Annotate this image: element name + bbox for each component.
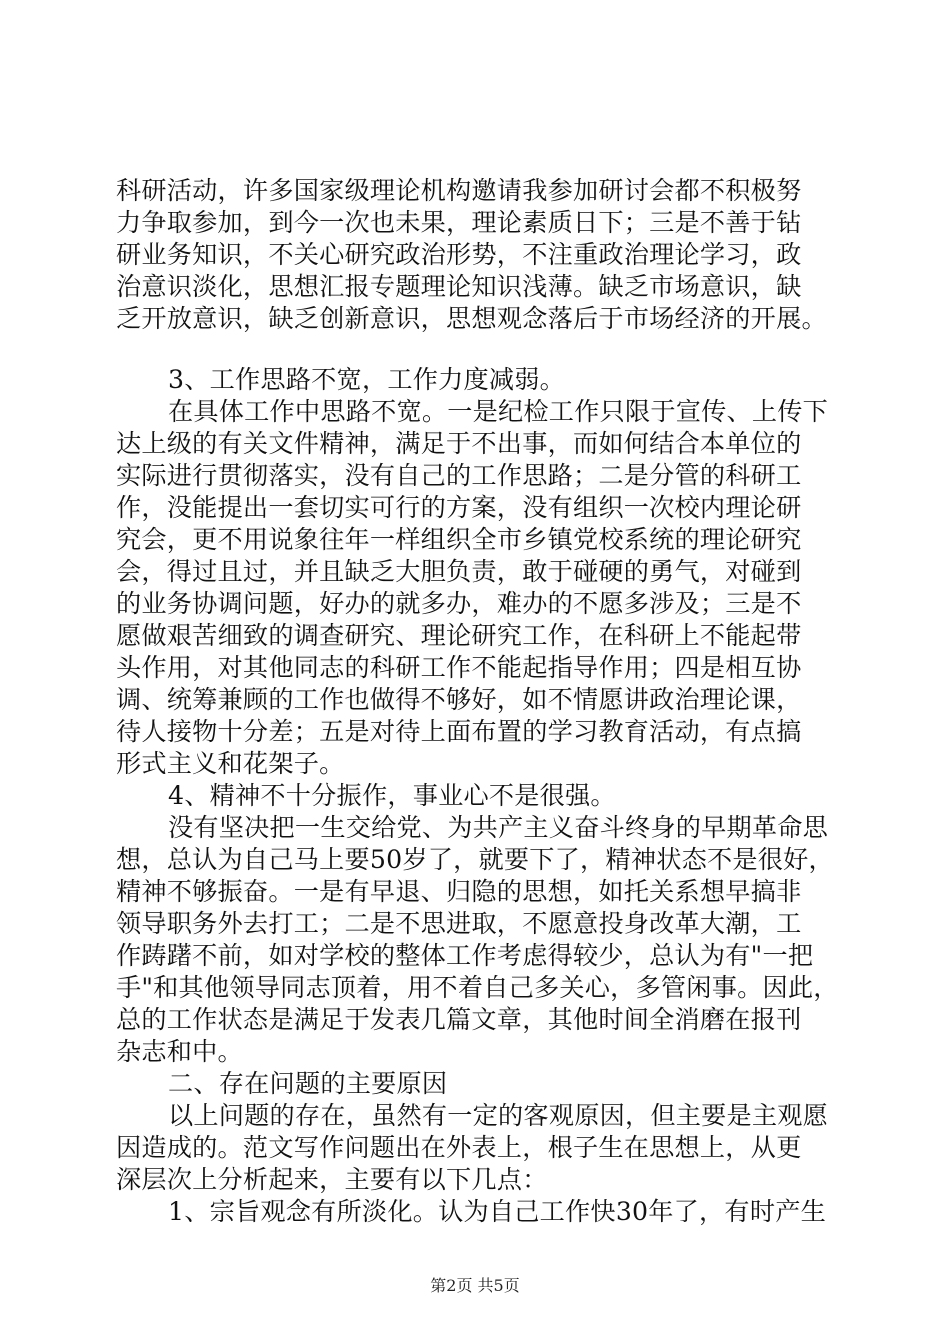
text-line: 想，总认为自己马上要50岁了，就要下了，精神状态不是很好， <box>116 845 834 874</box>
text-line: 会，得过且过，并且缺乏大胆负责，敢于碰硬的勇气，对碰到 <box>116 557 802 586</box>
text-line: 总的工作状态是满足于发表几篇文章，其他时间全消磨在报刊 <box>116 1005 802 1034</box>
text-line: 愿做艰苦细致的调查研究、理论研究工作，在科研上不能起带 <box>116 621 802 650</box>
text-line: 达上级的有关文件精神，满足于不出事，而如何结合本单位的 <box>116 429 802 458</box>
text-line: 研业务知识，不关心研究政治形势，不注重政治理论学习，政 <box>116 240 802 269</box>
text-line: 究会，更不用说象往年一样组织全市乡镇党校系统的理论研究 <box>116 525 802 554</box>
text-line: 因造成的。范文写作问题出在外表上，根子生在思想上，从更 <box>116 1133 802 1162</box>
text-line: 的业务协调问题，好办的就多办，难办的不愿多涉及；三是不 <box>116 589 802 618</box>
text-line: 精神不够振奋。一是有早退、归隐的思想，如托关系想早搞非 <box>116 877 802 906</box>
text-line: 形式主义和花架子。 <box>116 749 345 778</box>
text-line: 杂志和中。 <box>116 1037 243 1066</box>
text-line: 1、宗旨观念有所淡化。认为自己工作快30年了，有时产生 <box>168 1197 826 1226</box>
text-line: 领导职务外去打工；二是不思进取，不愿意投身改革大潮，工 <box>116 909 802 938</box>
page-number-footer: 第2页 共5页 <box>430 1276 520 1295</box>
text-line: 实际进行贯彻落实，没有自己的工作思路；二是分管的科研工 <box>116 461 802 490</box>
text-line: 作，没能提出一套切实可行的方案，没有组织一次校内理论研 <box>116 493 802 522</box>
section-heading: 4、精神不十分振作，事业心不是很强。 <box>168 781 616 810</box>
text-line: 以上问题的存在，虽然有一定的客观原因，但主要是主观愿 <box>168 1101 829 1130</box>
text-line: 科研活动，许多国家级理论机构邀请我参加研讨会都不积极努 <box>116 176 802 205</box>
text-line: 乏开放意识，缺乏创新意识，思想观念落后于市场经济的开展。 <box>116 304 827 333</box>
text-line: 治意识淡化，思想汇报专题理论知识浅薄。缺乏市场意识，缺 <box>116 272 802 301</box>
text-line: 深层次上分析起来，主要有以下几点： <box>116 1165 548 1194</box>
text-line: 力争取参加，到今一次也未果，理论素质日下；三是不善于钻 <box>116 208 802 237</box>
text-line: 没有坚决把一生交给党、为共产主义奋斗终身的早期革命思 <box>168 813 829 842</box>
text-line: 作踌躇不前，如对学校的整体工作考虑得较少，总认为有"一把 <box>116 941 814 970</box>
section-heading: 二、存在问题的主要原因 <box>168 1069 448 1098</box>
text-line: 头作用，对其他同志的科研工作不能起指导作用；四是相互协 <box>116 653 802 682</box>
text-line: 在具体工作中思路不宽。一是纪检工作只限于宣传、上传下 <box>168 397 829 426</box>
text-line: 手"和其他领导同志顶着，用不着自己多关心，多管闲事。因此， <box>116 973 839 1002</box>
section-heading: 3、工作思路不宽，工作力度减弱。 <box>168 365 566 394</box>
text-line: 待人接物十分差；五是对待上面布置的学习教育活动，有点搞 <box>116 717 802 746</box>
text-line: 调、统筹兼顾的工作也做得不够好，如不情愿讲政治理论课， <box>116 685 802 714</box>
